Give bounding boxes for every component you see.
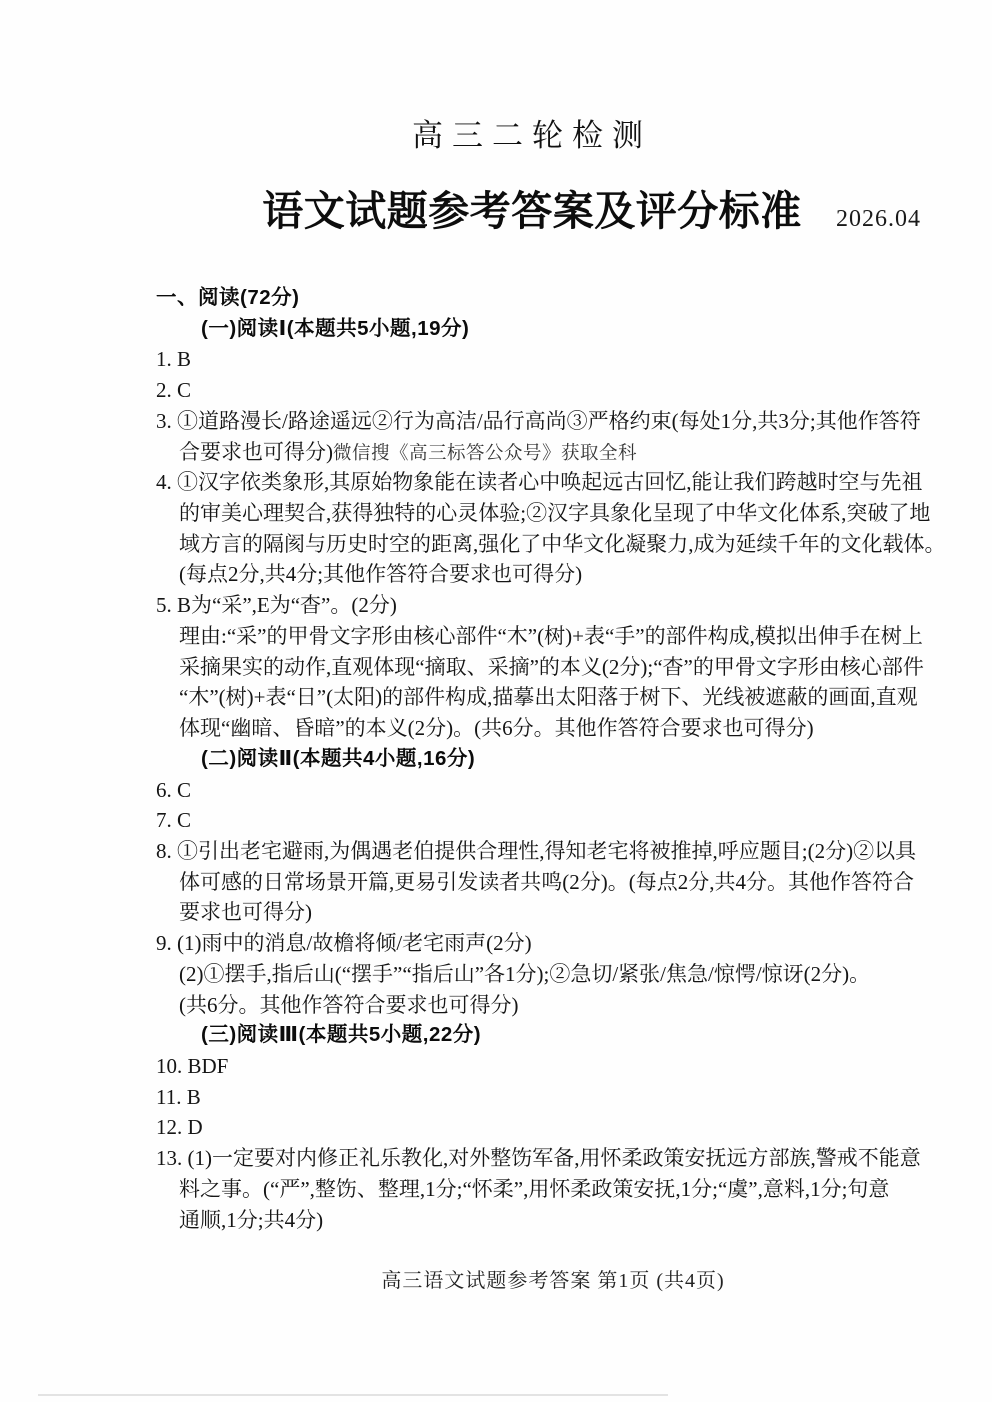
answer-text: 2. C bbox=[156, 378, 192, 403]
answer-line bbox=[0, 406, 992, 437]
answer-line bbox=[0, 1174, 992, 1205]
answer-text: 8. ①引出老宅避雨,为偶遇老伯提供合理性,得知老宅将被推掉,呼应题目;(2分)②以具 bbox=[156, 838, 917, 863]
answer-line bbox=[0, 590, 992, 621]
answer-text: 合要求也可得分) bbox=[179, 439, 333, 464]
answer-text: 9. (1)雨中的消息/故檐将倾/老宅雨声(2分) bbox=[156, 931, 532, 956]
answer-line bbox=[0, 1205, 992, 1236]
answer-line bbox=[0, 559, 992, 590]
doc-title: 语文试题参考答案及评分标准 bbox=[262, 188, 802, 234]
answer-line bbox=[0, 682, 992, 713]
answer-text: 5. B为“采”,E为“杳”。(2分) bbox=[156, 593, 397, 618]
answer-text: 域方言的隔阂与历史时空的距离,强化了中华文化凝聚力,成为延续千年的文化载体。 bbox=[179, 531, 946, 556]
scan-edge-line bbox=[38, 1394, 668, 1396]
answer-text: 的审美心理契合,获得独特的心灵体验;②汉字具象化呈现了中华文化体系,突破了地 bbox=[179, 501, 931, 526]
answer-line bbox=[0, 713, 992, 744]
page-footer: 高三语文试题参考答案 第1页 (共4页) bbox=[381, 1270, 725, 1292]
answer-line bbox=[0, 314, 992, 345]
answer-text: (2)①摆手,指后山(“摆手”“指后山”各1分);②急切/紧张/焦急/惊愕/惊讶(2分)。 bbox=[179, 961, 871, 986]
answer-text: 料之事。(“严”,整饬、整理,1分;“怀柔”,用怀柔政策安抚,1分;“虞”,意料,1分;句意 bbox=[179, 1176, 890, 1201]
answer-line bbox=[0, 283, 992, 314]
exam-title: 高三二轮检测 bbox=[412, 118, 652, 153]
answer-text: 6. C bbox=[156, 777, 192, 802]
answer-line bbox=[0, 867, 992, 898]
answer-text: 11. B bbox=[156, 1084, 201, 1109]
answer-text: (一)阅读Ⅰ(本题共5小题,19分) bbox=[201, 316, 470, 340]
answer-text: 7. C bbox=[156, 808, 192, 833]
answer-line bbox=[0, 928, 992, 959]
answer-text: “木”(树)+表“日”(太阳)的部件构成,描摹出太阳落于树下、光线被遮蔽的画面,直观 bbox=[179, 685, 918, 710]
answer-text: 12. D bbox=[156, 1115, 203, 1140]
answer-text: 通顺,1分;共4分) bbox=[179, 1207, 324, 1232]
answer-text: 10. BDF bbox=[156, 1053, 229, 1078]
answer-line bbox=[0, 836, 992, 867]
exam-date: 2026.04 bbox=[836, 206, 921, 232]
answer-text: 1. B bbox=[156, 347, 192, 372]
answer-text: 一、阅读(72分) bbox=[156, 286, 300, 309]
answer-text: (共6分。其他作答符合要求也可得分) bbox=[179, 992, 519, 1017]
answer-line bbox=[0, 498, 992, 529]
answer-line bbox=[0, 1112, 992, 1143]
answer-text: 体现“幽暗、昏暗”的本义(2分)。(共6分。其他作答符合要求也可得分) bbox=[179, 716, 814, 741]
answer-line bbox=[0, 959, 992, 990]
answer-text: 3. ①道路漫长/路途遥远②行为高洁/品行高尚③严格约束(每处1分,共3分;其他作答符 bbox=[156, 408, 921, 433]
answer-line bbox=[0, 529, 992, 560]
answer-line bbox=[0, 897, 992, 928]
answer-line bbox=[0, 990, 992, 1021]
watermark-text: 微信搜《高三标答公众号》获取全科 bbox=[333, 441, 638, 463]
answer-line bbox=[0, 775, 992, 806]
answer-line bbox=[0, 1082, 992, 1113]
answer-text: (二)阅读Ⅱ(本题共4小题,16分) bbox=[201, 746, 476, 770]
answer-text: 采摘果实的动作,直观体现“摘取、采摘”的本义(2分);“杳”的甲骨文字形由核心部件 bbox=[179, 654, 924, 679]
answer-text: 理由:“采”的甲骨文字形由核心部件“木”(树)+表“手”的部件构成,模拟出伸手在树上 bbox=[179, 623, 923, 648]
answer-line bbox=[0, 1051, 992, 1082]
answer-line bbox=[0, 621, 992, 652]
answer-text: 要求也可得分) bbox=[179, 900, 312, 925]
answer-line bbox=[0, 375, 992, 406]
answer-line bbox=[0, 1143, 992, 1174]
answer-text: 体可感的日常场景开篇,更易引发读者共鸣(2分)。(每点2分,共4分。其他作答符合 bbox=[179, 869, 914, 894]
answer-line bbox=[0, 744, 992, 775]
answer-line bbox=[0, 467, 992, 498]
answer-line bbox=[0, 1020, 992, 1051]
answer-text: (三)阅读Ⅲ(本题共5小题,22分) bbox=[201, 1023, 482, 1047]
answer-line bbox=[0, 652, 992, 683]
answer-text: 4. ①汉字依类象形,其原始物象能在读者心中唤起远古回忆,能让我们跨越时空与先祖 bbox=[156, 470, 923, 495]
answer-line bbox=[0, 805, 992, 836]
answer-line bbox=[0, 344, 992, 375]
answer-text: (每点2分,共4分;其他作答符合要求也可得分) bbox=[179, 562, 583, 587]
answer-text: 13. (1)一定要对内修正礼乐教化,对外整饬军备,用怀柔政策安抚远方部族,警戒不能意 bbox=[156, 1146, 921, 1171]
answer-line bbox=[0, 437, 992, 468]
answer-body bbox=[0, 283, 992, 1235]
